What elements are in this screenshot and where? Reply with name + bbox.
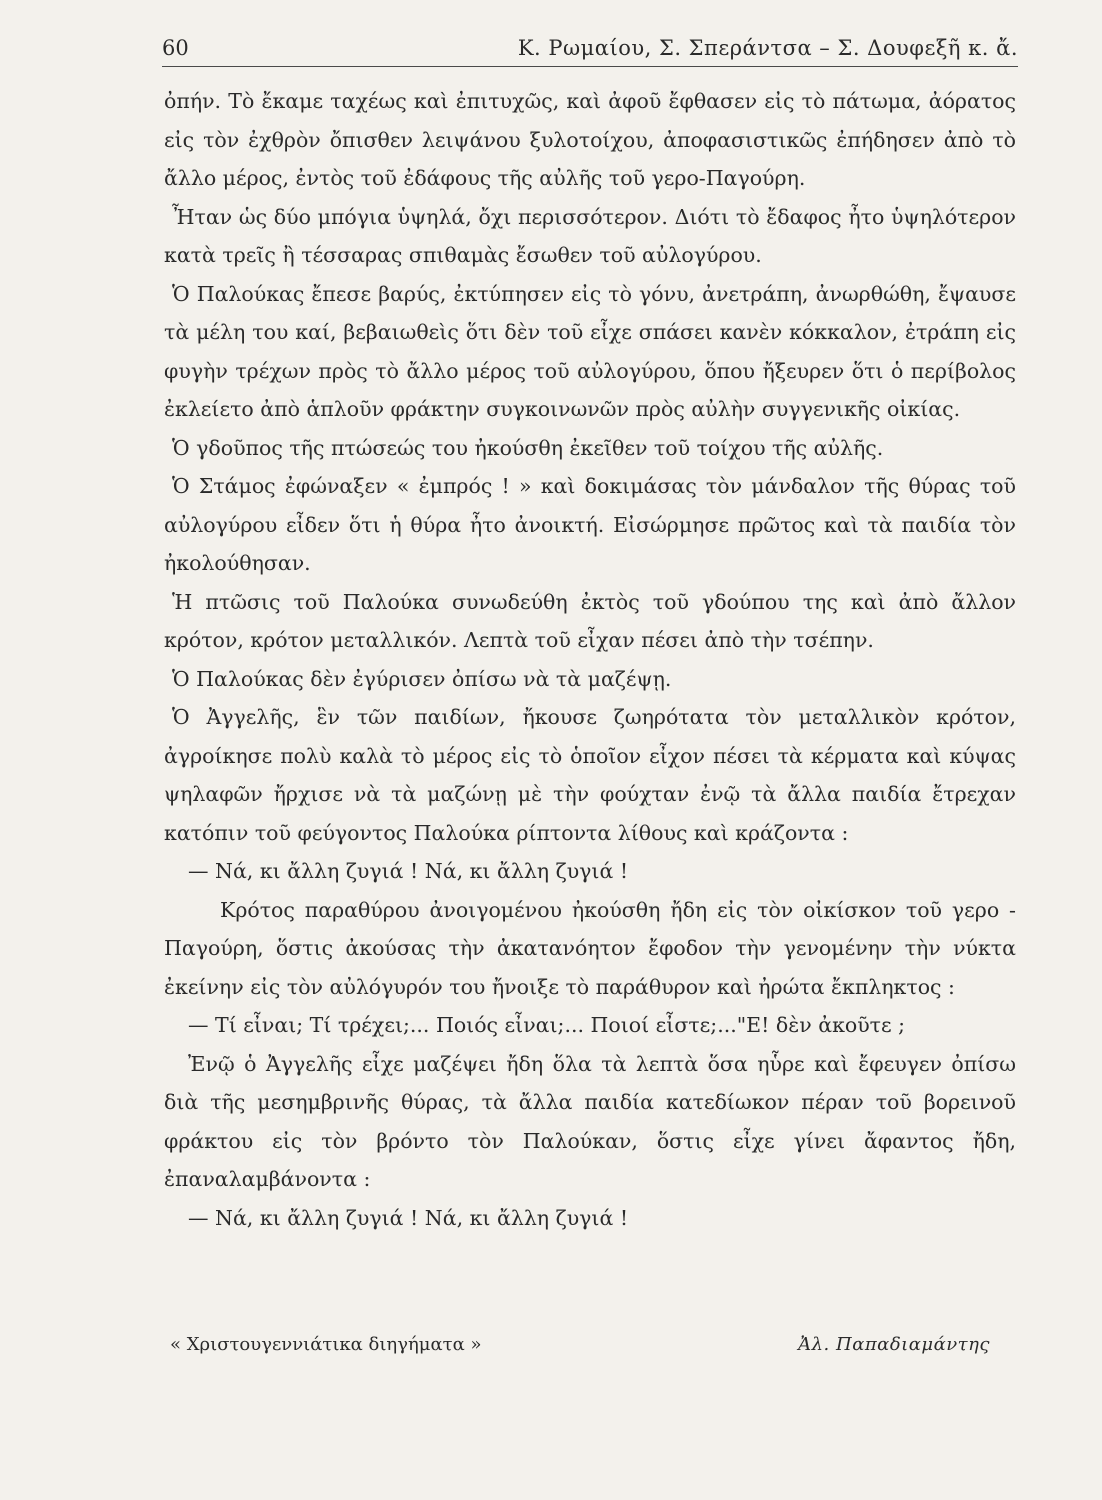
page-number: 60	[162, 36, 189, 60]
paragraph: Ὁ Παλούκας ἔπεσε βαρύς, ἐκτύπησεν εἰς τὸ γόνυ, ἀνετράπη, ἀνωρθώθη, ἔψαυσε τὰ μέλη του καί, βεβαιωθεὶς ὅτι δὲν τοῦ εἶχε σπάσει κανὲν κόκκαλον, ἐτράπη εἰς φυγὴν τρέχων πρὸς τὸ ἄλλο μέρος τοῦ αὐλογύρου, ὅπου ἤξευρεν ὅτι ὁ περίβολος ἐκλείετο ἀπὸ ἁπλοῦν φράκτην συγκοινωνῶν πρὸς αὐλὴν συγγενικῆς οἰκίας.	[164, 281, 1016, 421]
dialogue-line: — Τί εἶναι; Τί τρέχει;... Ποιός εἶναι;... Ποιοί εἶστε;..."Ε! δὲν ἀκοῦτε ;	[188, 1013, 906, 1037]
paragraph: Ἐνῷ ὁ Ἀγγελῆς εἶχε μαζέψει ἤδη ὅλα τὰ λεπτὰ ὅσα ηὗρε καὶ ἔφευγεν ὀπίσω διὰ τῆς μεσημβρινῆς θύρας, τὰ ἄλλα παιδία κατεδίωκον πέραν τοῦ βορεινοῦ φράκτου εἰς τὸν βρόντο τὸν Παλούκαν, ὅστις εἶχε γίνει ἄφαντος ἤδη, ἐπαναλαμβάνοντα :	[164, 1051, 1016, 1191]
dialogue-line: — Νά, κι ἄλλη ζυγιά ! Νά, κι ἄλλη ζυγιά !	[188, 859, 629, 883]
paragraph: Ὁ Ἀγγελῆς, ἓν τῶν παιδίων, ἤκουσε ζωηρότατα τὸν μεταλλικὸν κρότον, ἀγροίκησε πολὺ καλὰ τὸ μέρος εἰς τὸ ὁποῖον εἶχον πέσει τὰ κέρματα καὶ κύψας ψηλαφῶν ἤρχισε νὰ τὰ μαζώνῃ μὲ τὴν φούχταν ἐνῷ τὰ ἄλλα παιδία ἔτρεχαν κατόπιν τοῦ φεύγοντος Παλούκα ρίπτοντα λίθους καὶ κράζοντα :	[164, 705, 1016, 845]
paragraph: Ὁ Παλούκας δὲν ἐγύρισεν ὀπίσω νὰ τὰ μαζέψῃ.	[172, 666, 672, 691]
header-rule	[162, 66, 1018, 67]
author-name: Ἀλ. Παπαδιαμάντης	[798, 1334, 990, 1355]
paragraph: Κρότος παραθύρου ἀνοιγομένου ἠκούσθη ἤδη εἰς τὸν οἰκίσκον τοῦ γερο - Παγούρη, ὅστις ἀκούσας τὴν ἀκατανόητον ἔφοδον τὴν γενομένην τὴν νύκτα ἐκείνην εἰς τὸν αὐλόγυρόν του ἤνοιξε τὸ παράθυρον καὶ ἠρώτα ἔκπληκτος :	[164, 897, 1016, 999]
source-attribution	[170, 1326, 990, 1366]
paragraph: ὀπήν. Τὸ ἔκαμε ταχέως καὶ ἐπιτυχῶς, καὶ ἀφοῦ ἔφθασεν εἰς τὸ πάτωμα, ἀόρατος εἰς τὸν ἐχθρὸν ὄπισθεν λειψάνου ξυλοτοίχου, ἀποφασιστικῶς ἐπήδησεν ἀπὸ τὸ ἄλλο μέρος, ἐντὸς τοῦ ἐδάφους τῆς αὐλῆς τοῦ γερο-Παγούρη.	[164, 89, 1016, 190]
dialogue-line: — Νά, κι ἄλλη ζυγιά ! Νά, κι ἄλλη ζυγιά !	[188, 1205, 629, 1230]
source-title: « Χριστουγεννιάτικα διηγήματα »	[170, 1334, 482, 1355]
paragraph: Ἦταν ὡς δύο μπόγια ὑψηλά, ὄχι περισσότερον. Διότι τὸ ἔδαφος ἦτο ὑψηλότερον κατὰ τρεῖς ἢ τέσσαρας σπιθαμὰς ἔσωθεν τοῦ αὐλογύρου.	[164, 204, 1016, 267]
paragraph: Ὁ γδοῦπος τῆς πτώσεώς του ἠκούσθη ἐκεῖθεν τοῦ τοίχου τῆς αὐλῆς.	[172, 435, 884, 460]
body-text	[164, 82, 1016, 1237]
paragraph: Ὁ Στάμος ἐφώναξεν « ἐμπρός ! » καὶ δοκιμάσας τὸν μάνδαλον τῆς θύρας τοῦ αὐλογύρου εἶδεν ὅτι ἡ θύρα ἦτο ἀνοικτή. Εἰσώρμησε πρῶτος καὶ τὰ παιδία τὸν ἠκολούθησαν.	[164, 474, 1016, 575]
paragraph: Ἡ πτῶσις τοῦ Παλούκα συνωδεύθη ἐκτὸς τοῦ γδούπου της καὶ ἀπὸ ἄλλον κρότον, κρότον μεταλλικόν. Λεπτὰ τοῦ εἶχαν πέσει ἀπὸ τὴν τσέπην.	[164, 589, 1016, 652]
running-title: Κ. Ρωμαίου, Σ. Σπεράντσα – Σ. Δουφεξῆ κ. ἄ.	[517, 36, 1018, 60]
page-header	[162, 28, 1018, 66]
